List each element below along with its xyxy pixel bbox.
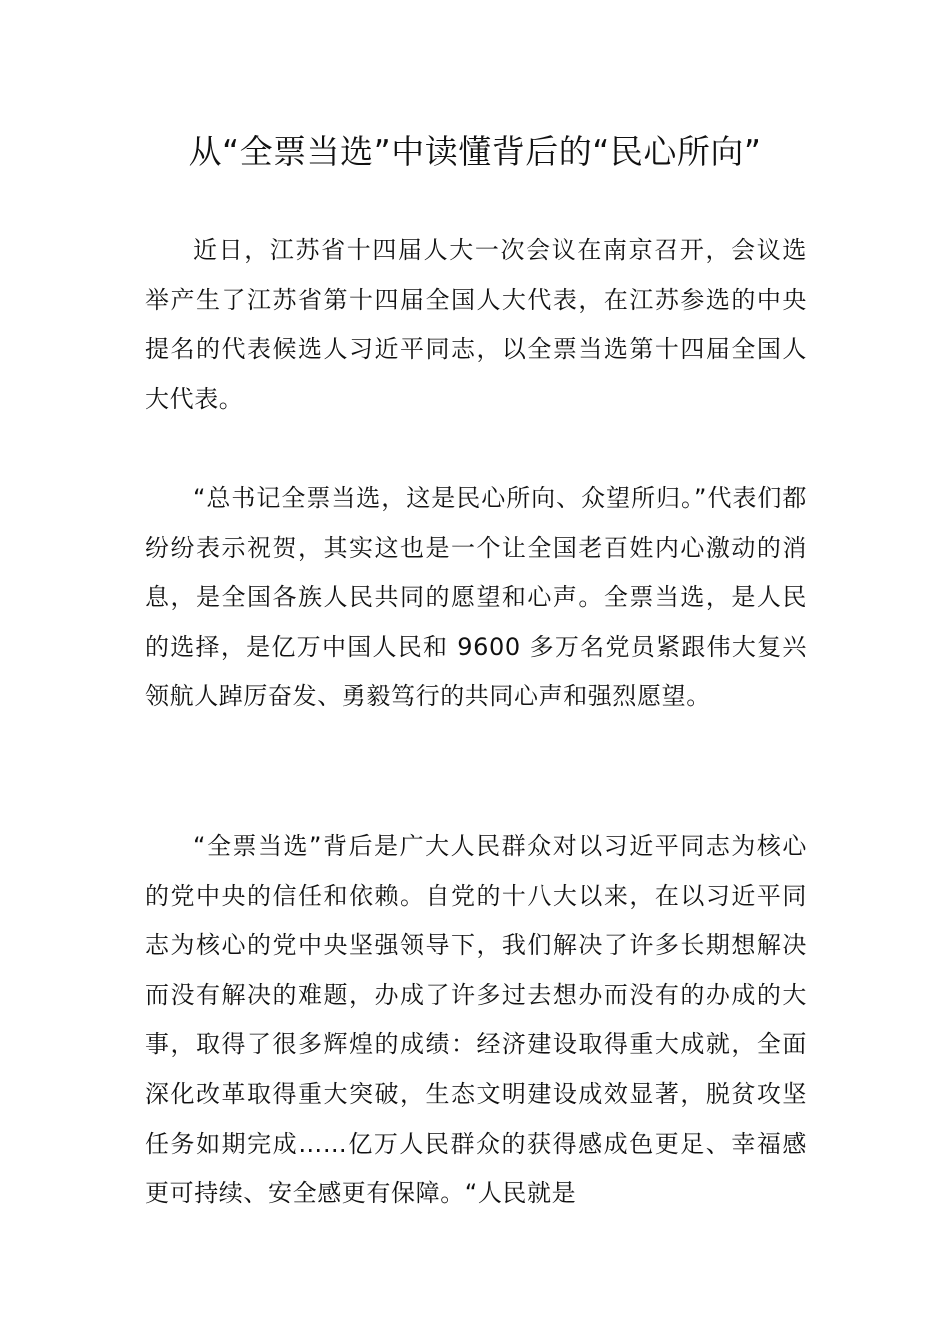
document-title: 从“全票当选”中读懂背后的“民心所向” xyxy=(188,132,762,171)
paragraph-3: “全票当选”背后是广大人民群众对以习近平同志为核心的党中央的信任和依赖。自党的十八大以来，在以习近平同志为核心的党中央坚强领导下，我们解决了许多长期想解决而没有解决的难题，办成了许多过去想办而没有的办成的大事，取得了很多辉煌的成绩：经济建设取得重大成就，全面深化改革取得重大突破，生态文明建设成效显著，脱贫攻坚任务如期完成……亿万人民群众的获得感成色更足、幸福感更可持续、安全感更有保障。“人民就是 xyxy=(145,832,807,1208)
paragraph-2: “总书记全票当选，这是民心所向、众望所归。”代表们都纷纷表示祝贺，其实这也是一个让全国老百姓内心激动的消息，是全国各族人民共同的愿望和心声。全票当选，是人民的选择，是亿万中国人民和 9600 多万名党员紧跟伟大复兴领航人踔厉奋发、勇毅笃行的共同心声和强烈愿望。 xyxy=(145,484,807,711)
paragraph-1: 近日，江苏省十四届人大一次会议在南京召开，会议选举产生了江苏省第十四届全国人大代表，在江苏参选的中央提名的代表候选人习近平同志，以全票当选第十四届全国人大代表。 xyxy=(145,236,807,413)
